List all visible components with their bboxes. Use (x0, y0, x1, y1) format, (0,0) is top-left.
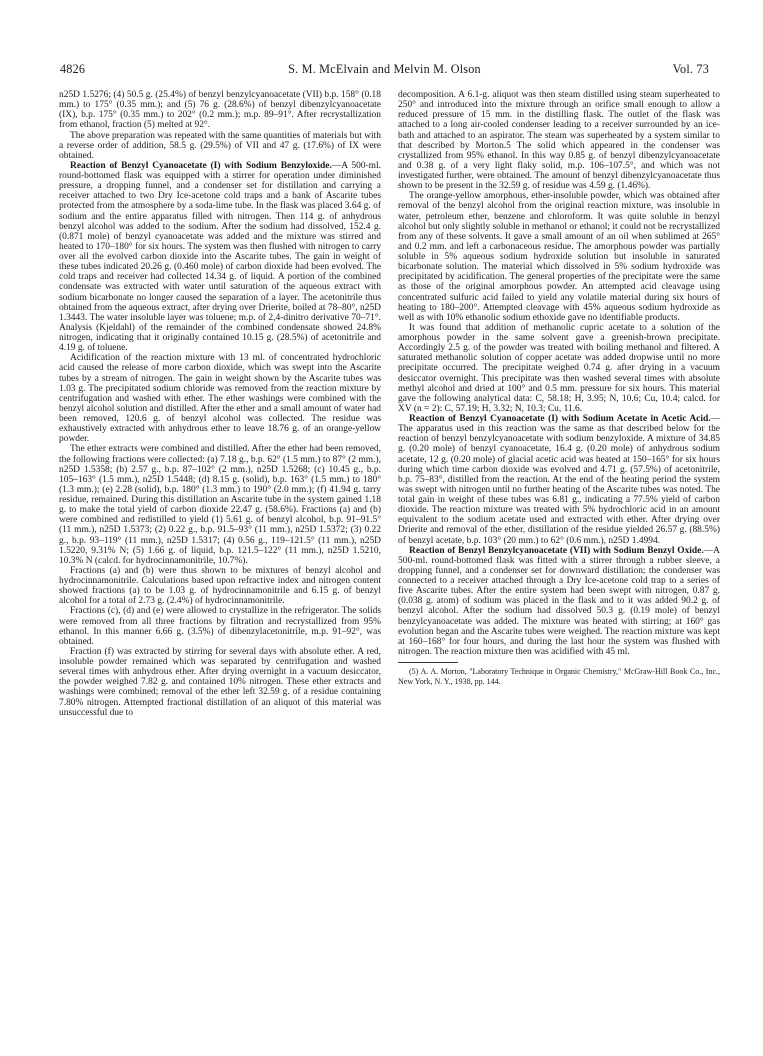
paragraph-text: It was found that addition of methanolic cupric acetate to a solution of the amorphous powder in the same solvent gave a greenish-brown precipitate. Accordingly 2.5 g. of the powder was treated with boiling methanol and filtered. A saturated methanolic solution of copper acetate was added dropwise until no more precipitate occurred. The precipitate weighed 0.74 g. after drying in a vacuum desiccator overnight. This precipitate was then washed several times with absolute methyl alcohol and dried at 100° and 0.5 mm. pressure for six hours. This material gave the following analytical data: C, 58.18; H, 3.95; N, 10.6; Cu, 10.4; calcd. for XV (n = 2): C, 57.19; H, 3.32; N, 10.3; Cu, 11.6. (398, 322, 720, 414)
paragraph-text: —A 500-ml. round-bottomed flask was equipped with a stirrer for operation under diminished pressure, a dropping funnel, and a condenser set for distillation and carrying a receiver attached to two Dry Ice-acetone cold traps and a bank of Ascarite tubes protected from the atmosphere by a soda-lime tube. In the flask was placed 3.64 g. of sodium and the entire apparatus filled with nitrogen. Then 114 g. of anhydrous benzyl alcohol was added to the sodium. After the sodium had dissolved, 152.4 g. (0.871 mole) of benzyl cyanoacetate was added and the mixture was stirred and heated to 170–180° for six hours. The system was then flushed with nitrogen to carry over all the evolved carbon dioxide into the Ascarite tubes. The gain in weight of these tubes indicated 20.26 g. (0.460 mole) of carbon dioxide had been evolved. The cold traps and receiver had collected 14.34 g. of liquid. A portion of the combined condensate was extracted with water until saturation of the aqueous extract with sodium bicarbonate no longer caused the separation of a layer. The acetonitrile thus obtained from the aqueous extract, after drying over Drierite, boiled at 78–80°, n25D 1.3443. The water insoluble layer was toluene; m.p. of 2,4-dinitro derivative 70–71°. Analysis (Kjeldahl) of the remainder of the combined condensate showed 24.8% nitrogen, indicating that it originally contained 10.15 g. (28.5%) of acetonitrile and 4.19 g. of toluene. (59, 160, 381, 354)
page-number: 4826 (60, 62, 86, 76)
paragraph (59, 161, 381, 353)
volume-label: Vol. 73 (672, 62, 709, 76)
section-heading: Reaction of Benzyl Cyanoacetate (I) with Sodium Benzyloxide. (70, 160, 332, 171)
paragraph-text: decomposition. A 6.1-g. aliquot was then steam distilled using steam superheated to 250° and introduced into the mixture through an orifice small enough to allow a reduced pressure of 15 mm. in the distilling flask. The outlet of the flask was attached to a long air-cooled condenser leading to a receiver surrounded by an ice-bath and attached to an aspirator. The steam was superheated by a system similar to that described by Morton.5 The solid which appeared in the condenser was crystallized from 95% ethanol. In this way 0.85 g. of benzyl dibenzylcyanoacetate and 0.38 g. of a very light flaky solid, m.p. 106–107.5°, and which was not investigated further, were obtained. The amount of benzyl dibenzylcyanoacetate thus shown to be present in the 32.59 g. of residue was 4.59 g. (1.46%). (398, 90, 720, 192)
paragraph (398, 414, 720, 546)
paragraph-text: n25D 1.5276; (4) 50.5 g. (25.4%) of benzyl benzylcyanoacetate (VII) b.p. 158° (0.18 mm.) to 175° (0.35 mm.); and (5) 76 g. (28.6%) of benzyl dibenzylcyanoacetate (IX), b.p. 175° (0.35 mm.) to 202° (0.2 mm.); m.p. 89–91°. After recrystallization from ethanol, fraction (5) melted at 92°. (59, 90, 381, 131)
paragraph (59, 444, 381, 566)
left-column (59, 90, 381, 718)
paragraph-text: The ether extracts were combined and distilled. After the ether had been removed, the following fractions were collected: (a) 7.18 g., b.p. 62° (1.5 mm.) to 87° (2 mm.), n25D 1.5358; (b) 2.57 g., b.p. 87–102° (2 mm.), n25D 1.5268; (c) 10.45 g., b.p. 105–163° (1.5 mm.), n25D 1.5448; (d) 8.15 g. (solid), b.p. 163° (1.5 mm.) to 180° (1.3 mm.); (e) 2.28 (solid), b.p. 180° (1.3 mm.) to 190° (2.0 mm.); (f) 41.94 g. tarry residue, remained. During this distillation an Ascarite tube in the system gained 1.18 g. to make the total yield of carbon dioxide 22.47 g. (58.6%). Fractions (a) and (b) were combined and redistilled to yield (1) 5.61 g. of benzyl alcohol, b.p. 91–91.5° (11 mm.), n25D 1.5373; (2) 0.22 g., b.p. 91.5–93° (11 mm.), n25D 1.5372; (3) 0.22 g., b.p. 93–119° (11 mm.), n25D 1.5317; (4) 0.56 g., 119–121.5° (11 mm.), n25D 1.5220, 9.31% N; (5) 1.66 g. of liquid, b.p. 121.5–122° (11 mm.), n25D 1.5210, 10.3% N (calcd. for hydrocinnamonitrile, 10.7%). (59, 444, 381, 566)
page-header (60, 62, 709, 80)
paragraph-text: Fractions (c), (d) and (e) were allowed to crystallize in the refrigerator. The solids were removed from all three fractions by filtration and recrystallized from 95% ethanol. In this manner 6.66 g. (3.5%) of dibenzylacetonitrile, m.p. 91–92°, was obtained. (59, 606, 381, 647)
paragraph (398, 323, 720, 414)
paragraph-text: —The apparatus used in this reaction was the same as that described below for the reaction of benzyl benzylcyanoacetate with sodium benzyloxide. A mixture of 34.85 g. (0.20 mole) of benzyl cyanoacetate, 16.4 g. (0.20 mole) of anhydrous sodium acetate, 12 g. (0.20 mole) of glacial acetic acid was heated at 150–165° for six hours during which time carbon dioxide was evolved and 4.71 g. (57.5%) of acetonitrile, b.p. 75–83°, distilled from the reaction. At the end of the heating period the system was swept with nitrogen until no further heating of the Ascarite tubes was noted. The total gain in weight of these tubes was 6.81 g., indicating a 77.5% yield of carbon dioxide. The reaction mixture was treated with 5% hydrochloric acid in an amount equivalent to the sodium acetate used and extracted with ether. After drying over Drierite and removal of the ether, distillation of the residue yielded 26.57 g. (88.5%) of benzyl acetate, b.p. 103° (20 mm.) to 62° (0.6 mm.), n25D 1.4994. (398, 414, 720, 546)
footnote: (5) A. A. Morton, "Laboratory Technique in Organic Chemistry," McGraw-Hill Book Co., Inc., New York, N. Y., 1938, pp. 144. (398, 667, 720, 686)
footnote-divider (398, 662, 458, 663)
paragraph-text: —A 500-ml. round-bottomed flask was fitted with a stirrer through a rubber sleeve, a dropping funnel, and a condenser set for downward distillation; the condenser was connected to a receiver attached through a Dry Ice-acetone cold trap to a series of five Ascarite tubes. After the entire system had been swept with nitrogen, 0.87 g. (0.038 g. atom) of sodium was placed in the flask and to it was added 90.2 g. of benzyl alcohol. After the sodium had dissolved 50.3 g. (0.19 mole) of benzyl benzylcyanoacetate was added. The mixture was heated with stirring; at 160° gas evolution began and the Ascarite tubes were weighed. The reaction mixture was kept at 160–168° for four hours, and during the last hour the system was flushed with nitrogen. The reaction mixture then was acidified with 45 ml. (398, 545, 720, 657)
paragraph (59, 566, 381, 607)
paragraph-text: The orange-yellow amorphous, ether-insoluble powder, which was obtained after removal of the benzyl alcohol from the original reaction mixture, was insoluble in water, petroleum ether, benzene and chloroform. It was quite soluble in benzyl alcohol but only slightly soluble in methanol or ethanol; it could not be recrystallized from any of these solvents. It gave a small amount of an oil when sublimed at 265° and 0.2 mm. and left a carbonaceous residue. The amorphous powder was partially soluble in 5% aqueous sodium hydroxide solution but insoluble in saturated bicarbonate solution. The material which dissolved in 5% sodium hydroxide was precipitated by acidification. The general properties of the precipitate were the same as those of the original amorphous powder. An attempted acid cleavage using concentrated sulfuric acid failed to yield any volatile material during six hours of heating to 180–200°. Attempted cleavage with 45% aqueous sodium hydroxide as well as with 10% ethanolic sodium ethoxide gave no identifiable products. (398, 191, 720, 323)
paragraph-text: Acidification of the reaction mixture with 13 ml. of concentrated hydrochloric acid caused the release of more carbon dioxide, which was swept into the Ascarite tubes by a stream of nitrogen. The gain in weight shown by the Ascarite tubes was 1.03 g. The precipitated sodium chloride was removed from the reaction mixture by centrifugation and washed with ether. The ether washings were combined with the benzyl alcohol solution and distilled. After the ether and a small amount of water had been removed, 120.6 g. of benzyl alcohol was collected. The residue was exhaustively extracted with anhydrous ether to leave 18.76 g. of an orange-yellow powder. (59, 353, 381, 445)
paragraph (59, 353, 381, 444)
paragraph (59, 90, 381, 131)
paragraph (398, 90, 720, 191)
paragraph (59, 606, 381, 647)
paragraph (398, 546, 720, 657)
section-heading: Reaction of Benzyl Benzylcyanoacetate (VII) with Sodium Benzyl Oxide. (409, 545, 704, 556)
right-column (398, 90, 720, 687)
paragraph (398, 191, 720, 323)
section-heading: Reaction of Benzyl Cyanoacetate (I) with Sodium Acetate in Acetic Acid. (409, 414, 711, 424)
paragraph-text: The above preparation was repeated with the same quantities of materials but with a reverse order of addition, 58.5 g. (29.5%) of VII and 47 g. (17.6%) of IX were obtained. (59, 130, 381, 161)
paragraph (59, 647, 381, 718)
paragraph-text: Fractions (a) and (b) were thus shown to be mixtures of benzyl alcohol and hydrocinnamonitrile. Calculations based upon refractive index and nitrogen content showed fractions (a) to be 1.03 g. of hydrocinnamonitrile and 6.15 g. of benzyl alcohol for a total of 2.73 g. (2.4%) of hydrocinnamonitrile. (59, 565, 381, 607)
running-head-authors: S. M. McElvain and Melvin M. Olson (288, 62, 481, 76)
paragraph (59, 131, 381, 161)
paragraph-text: Fraction (f) was extracted by stirring for several days with absolute ether. A red, insoluble powder remained which was separated by centrifugation and washed several times with anhydrous ether. After drying overnight in a vacuum desiccator, the powder weighed 7.82 g. and contained 10% nitrogen. These ether extracts and washings were combined; removal of the ether left 32.59 g. of a residue containing 7.80% nitrogen. Attempted fractional distillation of an aliquot of this material was unsuccessful due to (59, 646, 381, 718)
